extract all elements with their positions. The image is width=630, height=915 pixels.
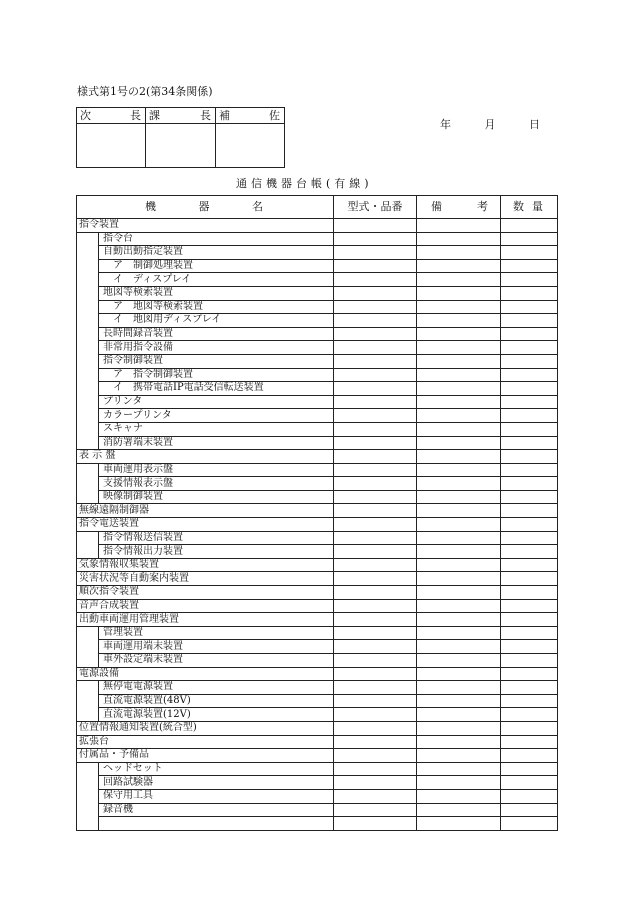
indent-cell <box>77 545 99 559</box>
quantity-cell[interactable] <box>501 803 558 817</box>
model-cell[interactable] <box>334 450 417 464</box>
table-row <box>77 259 558 273</box>
model-cell[interactable] <box>334 817 417 831</box>
equipment-item-name: カラープリンタ <box>99 409 334 423</box>
equipment-category-name: 位置情報通知装置(統合型) <box>77 721 334 735</box>
equipment-item-name: イ 携帯電話IP電話受信転送装置 <box>99 382 334 396</box>
approval-header-assistant: 補 佐 <box>216 108 285 124</box>
quantity-cell[interactable] <box>501 817 558 831</box>
note-cell[interactable] <box>417 762 501 776</box>
note-cell[interactable] <box>417 586 501 600</box>
indent-cell <box>77 341 99 355</box>
equipment-item-name: 管理装置 <box>99 626 334 640</box>
model-cell[interactable] <box>334 314 417 328</box>
table-row <box>77 354 558 368</box>
quantity-cell[interactable] <box>501 721 558 735</box>
date-day-label: 日 <box>529 118 540 131</box>
model-cell[interactable] <box>334 749 417 763</box>
note-cell[interactable] <box>417 463 501 477</box>
note-cell[interactable] <box>417 354 501 368</box>
model-cell[interactable] <box>334 232 417 246</box>
table-row <box>77 667 558 681</box>
equipment-item-name: 車両運用表示盤 <box>99 463 334 477</box>
model-cell[interactable] <box>334 613 417 627</box>
model-cell[interactable] <box>334 789 417 803</box>
equipment-item-name: 指令情報出力装置 <box>99 545 334 559</box>
note-cell[interactable] <box>417 708 501 722</box>
indent-cell <box>77 286 99 300</box>
note-cell[interactable] <box>417 246 501 260</box>
note-cell[interactable] <box>417 490 501 504</box>
model-cell[interactable] <box>334 463 417 477</box>
quantity-cell[interactable] <box>501 586 558 600</box>
model-cell[interactable] <box>334 246 417 260</box>
equipment-category-name: 気象情報収集装置 <box>77 558 334 572</box>
table-row <box>77 789 558 803</box>
note-cell[interactable] <box>417 327 501 341</box>
quantity-cell[interactable] <box>501 558 558 572</box>
equipment-category-name: 指令電送装置 <box>77 518 334 532</box>
indent-cell <box>77 409 99 423</box>
model-cell[interactable] <box>334 572 417 586</box>
quantity-cell[interactable] <box>501 219 558 233</box>
indent-cell <box>77 395 99 409</box>
indent-cell <box>77 490 99 504</box>
quantity-cell[interactable] <box>501 341 558 355</box>
indent-cell <box>77 694 99 708</box>
table-row <box>77 232 558 246</box>
table-row <box>77 219 558 233</box>
model-cell[interactable] <box>334 694 417 708</box>
table-row <box>77 545 558 559</box>
table-row <box>77 300 558 314</box>
model-cell[interactable] <box>334 490 417 504</box>
equipment-item-name: 消防署端末装置 <box>99 436 334 450</box>
equipment-item-name: 地図等検索装置 <box>99 286 334 300</box>
model-cell[interactable] <box>334 762 417 776</box>
table-row <box>77 436 558 450</box>
note-cell[interactable] <box>417 776 501 790</box>
equipment-item-name: 録音機 <box>99 803 334 817</box>
note-cell[interactable] <box>417 300 501 314</box>
date-field <box>440 116 540 132</box>
model-cell[interactable] <box>334 518 417 532</box>
note-cell[interactable] <box>417 640 501 654</box>
equipment-item-name: イ ディスプレイ <box>99 273 334 287</box>
equipment-item-name: 直流電源装置(48V) <box>99 694 334 708</box>
model-cell[interactable] <box>334 708 417 722</box>
column-header-equipment-name: 機 器 名 <box>77 196 334 219</box>
model-cell[interactable] <box>334 382 417 396</box>
quantity-cell[interactable] <box>501 613 558 627</box>
table-row <box>77 395 558 409</box>
model-cell[interactable] <box>334 300 417 314</box>
equipment-item-name: 指令台 <box>99 232 334 246</box>
table-row <box>77 327 558 341</box>
model-cell[interactable] <box>334 803 417 817</box>
quantity-cell[interactable] <box>501 463 558 477</box>
equipment-item-name: 長時間録音装置 <box>99 327 334 341</box>
equipment-category-name: 拡張台 <box>77 735 334 749</box>
table-row <box>77 572 558 586</box>
note-cell[interactable] <box>417 504 501 518</box>
equipment-ledger-table <box>76 195 558 831</box>
note-cell[interactable] <box>417 626 501 640</box>
equipment-item-name: ヘッドセット <box>99 762 334 776</box>
quantity-cell[interactable] <box>501 531 558 545</box>
model-cell[interactable] <box>334 341 417 355</box>
approval-header-section-chief: 課 長 <box>146 108 216 124</box>
ledger-header-row <box>77 196 558 219</box>
model-cell[interactable] <box>334 667 417 681</box>
table-row <box>77 599 558 613</box>
note-cell[interactable] <box>417 654 501 668</box>
model-cell[interactable] <box>334 654 417 668</box>
model-cell[interactable] <box>334 721 417 735</box>
equipment-item-name: 保守用工具 <box>99 789 334 803</box>
quantity-cell[interactable] <box>501 789 558 803</box>
note-cell[interactable] <box>417 599 501 613</box>
note-cell[interactable] <box>417 721 501 735</box>
quantity-cell[interactable] <box>501 626 558 640</box>
approval-seal-assistant[interactable] <box>216 124 285 168</box>
note-cell[interactable] <box>417 273 501 287</box>
indent-cell <box>77 300 99 314</box>
indent-cell <box>77 762 99 776</box>
model-cell[interactable] <box>334 409 417 423</box>
indent-cell <box>77 382 99 396</box>
indent-cell <box>77 477 99 491</box>
note-cell[interactable] <box>417 450 501 464</box>
note-cell[interactable] <box>417 368 501 382</box>
indent-cell <box>77 232 99 246</box>
table-row <box>77 721 558 735</box>
table-row <box>77 558 558 572</box>
model-cell[interactable] <box>334 626 417 640</box>
note-cell[interactable] <box>417 395 501 409</box>
note-cell[interactable] <box>417 789 501 803</box>
indent-cell <box>77 708 99 722</box>
model-cell[interactable] <box>334 599 417 613</box>
model-cell[interactable] <box>334 776 417 790</box>
indent-cell <box>77 803 99 817</box>
equipment-item-name: 車外設定端末装置 <box>99 654 334 668</box>
table-row <box>77 422 558 436</box>
note-cell[interactable] <box>417 232 501 246</box>
table-row <box>77 613 558 627</box>
note-cell[interactable] <box>417 259 501 273</box>
quantity-cell[interactable] <box>501 681 558 695</box>
note-cell[interactable] <box>417 409 501 423</box>
table-row <box>77 382 558 396</box>
quantity-cell[interactable] <box>501 286 558 300</box>
model-cell[interactable] <box>334 422 417 436</box>
indent-cell <box>77 314 99 328</box>
quantity-cell[interactable] <box>501 749 558 763</box>
equipment-item-name: 回路試験器 <box>99 776 334 790</box>
approval-stamp-box <box>76 107 285 168</box>
quantity-cell[interactable] <box>501 545 558 559</box>
indent-cell <box>77 463 99 477</box>
note-cell[interactable] <box>417 572 501 586</box>
table-row <box>77 314 558 328</box>
document-title: 通信機器台帳(有線) <box>236 177 373 190</box>
equipment-item-name: 支援情報表示盤 <box>99 477 334 491</box>
column-header-quantity: 数 量 <box>501 196 558 219</box>
quantity-cell[interactable] <box>501 599 558 613</box>
model-cell[interactable] <box>334 273 417 287</box>
note-cell[interactable] <box>417 545 501 559</box>
equipment-category-name: 音声合成装置 <box>77 599 334 613</box>
date-month-label: 月 <box>484 118 496 131</box>
indent-cell <box>77 531 99 545</box>
quantity-cell[interactable] <box>501 477 558 491</box>
note-cell[interactable] <box>417 667 501 681</box>
note-cell[interactable] <box>417 518 501 532</box>
quantity-cell[interactable] <box>501 259 558 273</box>
note-cell[interactable] <box>417 314 501 328</box>
model-cell[interactable] <box>334 395 417 409</box>
quantity-cell[interactable] <box>501 776 558 790</box>
quantity-cell[interactable] <box>501 382 558 396</box>
model-cell[interactable] <box>334 354 417 368</box>
quantity-cell[interactable] <box>501 395 558 409</box>
note-cell[interactable] <box>417 681 501 695</box>
quantity-cell[interactable] <box>501 735 558 749</box>
note-cell[interactable] <box>417 531 501 545</box>
model-cell[interactable] <box>334 735 417 749</box>
equipment-item-name: プリンタ <box>99 395 334 409</box>
approval-header-deputy-director: 次 長 <box>77 108 146 124</box>
form-number: 様式第1号の2(第34条関係) <box>77 85 213 98</box>
note-cell[interactable] <box>417 749 501 763</box>
indent-cell <box>77 626 99 640</box>
quantity-cell[interactable] <box>501 409 558 423</box>
quantity-cell[interactable] <box>501 490 558 504</box>
equipment-category-name: 無線遠隔制御器 <box>77 504 334 518</box>
model-cell[interactable] <box>334 436 417 450</box>
table-row <box>77 654 558 668</box>
model-cell[interactable] <box>334 286 417 300</box>
table-row <box>77 681 558 695</box>
note-cell[interactable] <box>417 219 501 233</box>
model-cell[interactable] <box>334 586 417 600</box>
indent-cell <box>77 259 99 273</box>
note-cell[interactable] <box>417 477 501 491</box>
equipment-item-name: 直流電源装置(12V) <box>99 708 334 722</box>
model-cell[interactable] <box>334 545 417 559</box>
equipment-item-name <box>99 817 334 831</box>
model-cell[interactable] <box>334 477 417 491</box>
column-header-note: 備 考 <box>417 196 501 219</box>
table-row <box>77 817 558 831</box>
quantity-cell[interactable] <box>501 368 558 382</box>
table-row <box>77 586 558 600</box>
quantity-cell[interactable] <box>501 314 558 328</box>
equipment-item-name: 映像制御装置 <box>99 490 334 504</box>
note-cell[interactable] <box>417 382 501 396</box>
table-row <box>77 368 558 382</box>
quantity-cell[interactable] <box>501 422 558 436</box>
table-row <box>77 518 558 532</box>
indent-cell <box>77 422 99 436</box>
quantity-cell[interactable] <box>501 504 558 518</box>
indent-cell <box>77 817 99 831</box>
indent-cell <box>77 776 99 790</box>
equipment-category-name: 順次指令装置 <box>77 586 334 600</box>
table-row <box>77 409 558 423</box>
equipment-item-name: イ 地図用ディスプレイ <box>99 314 334 328</box>
quantity-cell[interactable] <box>501 436 558 450</box>
quantity-cell[interactable] <box>501 694 558 708</box>
quantity-cell[interactable] <box>501 450 558 464</box>
quantity-cell[interactable] <box>501 640 558 654</box>
table-row <box>77 776 558 790</box>
model-cell[interactable] <box>334 558 417 572</box>
quantity-cell[interactable] <box>501 246 558 260</box>
column-header-model: 型式・品番 <box>334 196 417 219</box>
note-cell[interactable] <box>417 286 501 300</box>
equipment-item-name: 無停電電源装置 <box>99 681 334 695</box>
ledger-body <box>77 219 558 831</box>
quantity-cell[interactable] <box>501 273 558 287</box>
equipment-item-name: ア 制御処理装置 <box>99 259 334 273</box>
quantity-cell[interactable] <box>501 708 558 722</box>
quantity-cell[interactable] <box>501 654 558 668</box>
note-cell[interactable] <box>417 341 501 355</box>
equipment-category-name: 付属品・予備品 <box>77 749 334 763</box>
table-row <box>77 762 558 776</box>
quantity-cell[interactable] <box>501 232 558 246</box>
quantity-cell[interactable] <box>501 300 558 314</box>
quantity-cell[interactable] <box>501 327 558 341</box>
table-row <box>77 490 558 504</box>
table-row <box>77 735 558 749</box>
table-row <box>77 286 558 300</box>
indent-cell <box>77 789 99 803</box>
table-row <box>77 640 558 654</box>
table-row <box>77 477 558 491</box>
equipment-item-name: 指令制御装置 <box>99 354 334 368</box>
note-cell[interactable] <box>417 558 501 572</box>
quantity-cell[interactable] <box>501 518 558 532</box>
model-cell[interactable] <box>334 259 417 273</box>
note-cell[interactable] <box>417 735 501 749</box>
model-cell[interactable] <box>334 327 417 341</box>
quantity-cell[interactable] <box>501 354 558 368</box>
note-cell[interactable] <box>417 436 501 450</box>
equipment-item-name: 指令情報送信装置 <box>99 531 334 545</box>
indent-cell <box>77 368 99 382</box>
table-row <box>77 504 558 518</box>
indent-cell <box>77 436 99 450</box>
model-cell[interactable] <box>334 531 417 545</box>
indent-cell <box>77 354 99 368</box>
quantity-cell[interactable] <box>501 572 558 586</box>
table-row <box>77 694 558 708</box>
indent-cell <box>77 640 99 654</box>
table-row <box>77 531 558 545</box>
date-year-label: 年 <box>440 118 451 131</box>
indent-cell <box>77 654 99 668</box>
note-cell[interactable] <box>417 613 501 627</box>
note-cell[interactable] <box>417 694 501 708</box>
approval-seal-deputy-director[interactable] <box>77 124 146 168</box>
model-cell[interactable] <box>334 640 417 654</box>
equipment-category-name: 災害状況等自動案内装置 <box>77 572 334 586</box>
table-row <box>77 803 558 817</box>
model-cell[interactable] <box>334 368 417 382</box>
equipment-item-name: 非常用指令設備 <box>99 341 334 355</box>
equipment-category-name: 電源設備 <box>77 667 334 681</box>
equipment-category-name: 表 示 盤 <box>77 450 334 464</box>
equipment-item-name: ア 指令制御装置 <box>99 368 334 382</box>
table-row <box>77 708 558 722</box>
table-row <box>77 450 558 464</box>
note-cell[interactable] <box>417 803 501 817</box>
equipment-item-name: ア 地図等検索装置 <box>99 300 334 314</box>
note-cell[interactable] <box>417 422 501 436</box>
indent-cell <box>77 246 99 260</box>
table-row <box>77 749 558 763</box>
model-cell[interactable] <box>334 681 417 695</box>
equipment-category-name: 指令装置 <box>77 219 334 233</box>
equipment-category-name: 出動車両運用管理装置 <box>77 613 334 627</box>
note-cell[interactable] <box>417 817 501 831</box>
indent-cell <box>77 681 99 695</box>
indent-cell <box>77 273 99 287</box>
table-row <box>77 341 558 355</box>
quantity-cell[interactable] <box>501 667 558 681</box>
table-row <box>77 246 558 260</box>
model-cell[interactable] <box>334 504 417 518</box>
equipment-item-name: スキャナ <box>99 422 334 436</box>
equipment-item-name: 車両運用端末装置 <box>99 640 334 654</box>
indent-cell <box>77 327 99 341</box>
model-cell[interactable] <box>334 219 417 233</box>
quantity-cell[interactable] <box>501 762 558 776</box>
table-row <box>77 463 558 477</box>
approval-seal-section-chief[interactable] <box>146 124 216 168</box>
table-row <box>77 273 558 287</box>
table-row <box>77 626 558 640</box>
equipment-item-name: 自動出動指定装置 <box>99 246 334 260</box>
